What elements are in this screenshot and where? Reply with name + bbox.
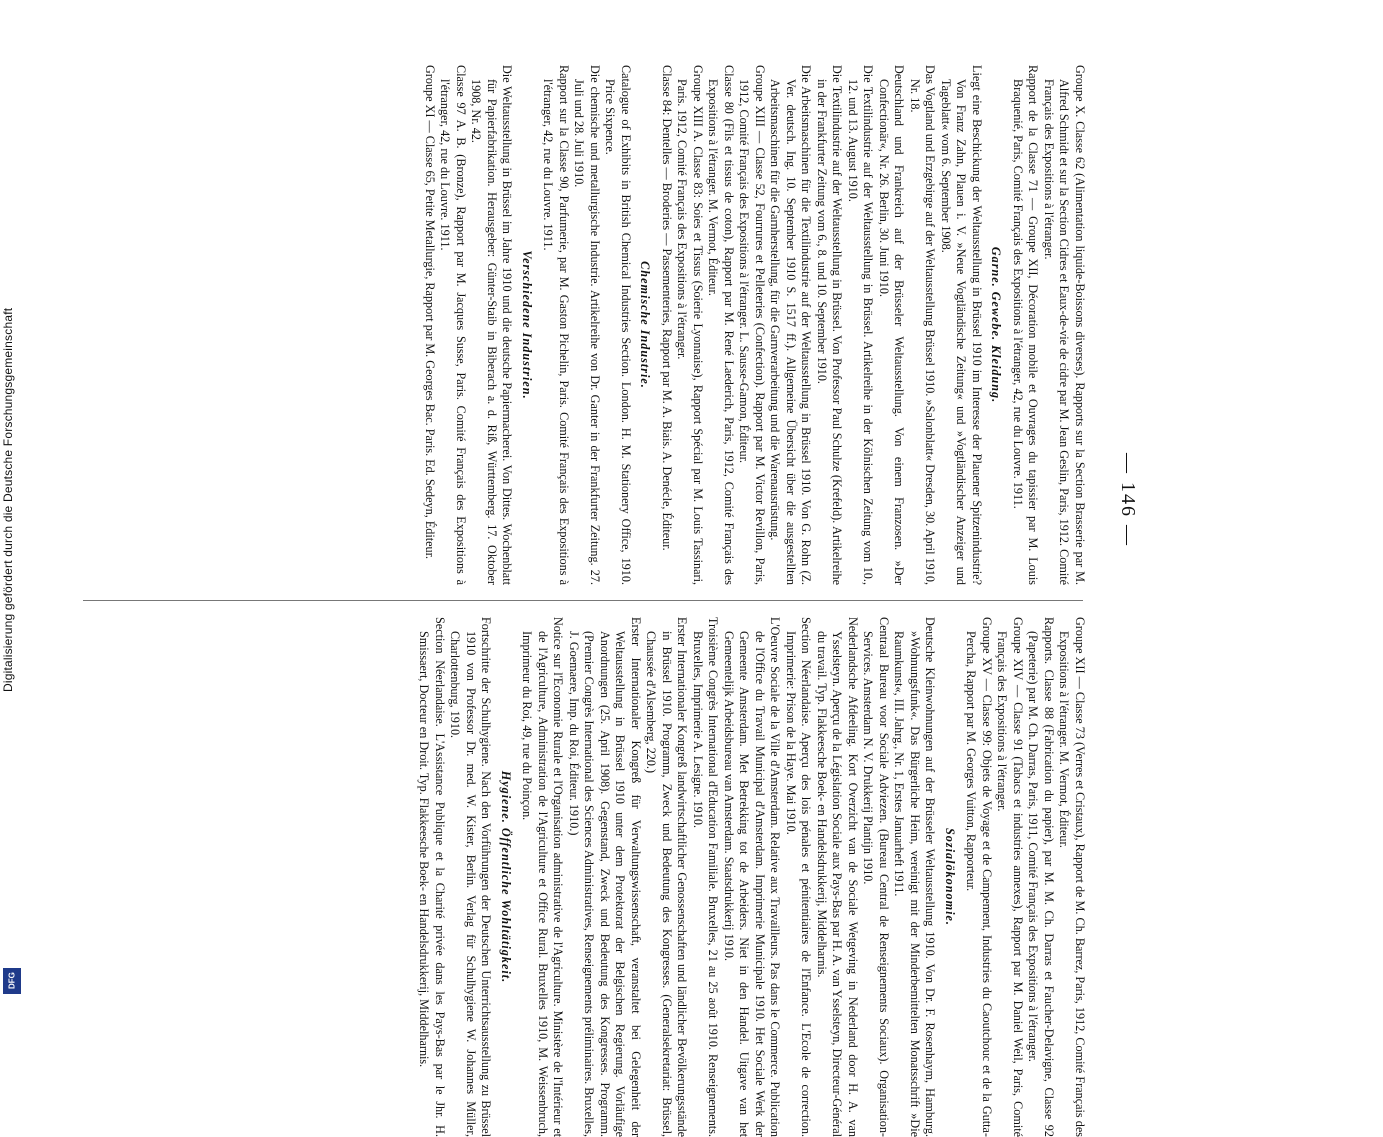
bibliography-entry: Erster Internationaler Kongreß für Verwaltungswissenschaft, veranstaltet bei Gelegenheit der Weltausstellung in Brüssel 1910 unter dem Protektorat der Belgischen Regierung. Vorläufige Anordnungen (25. April 1908). Gegenstand, Zweck und Bedeutung des Kongresses. Programm. (Premier Congrès International des Sciences Administratives, Renseignements préliminaires. Bruxelles, J. Goemaere, Imp. du Roi, Éditeur. 1910.)	[567, 617, 643, 1137]
digitization-credit: Digitalisierung gefördert durch die Deutsche Forschungsgemeinschaft	[1, 307, 15, 693]
section-heading: Chemische Industrie.	[638, 261, 653, 389]
column-divider	[83, 600, 1083, 601]
bibliography-entry: Classe 80 (Fils et tissus de coton), Rapport par M. René Laederich, Paris, 1912, Comité Français des Expositions à l'étranger. M. Vermot, Éditeur.	[706, 65, 736, 585]
section-heading: Garne. Gewebe. Kleidung.	[989, 246, 1004, 404]
bibliography-entry: Die Textilindustrie auf der Weltausstellung in Brüssel. Artikelreihe in der Kölnischen Zeitung vom 10., 12. und 13. August 1910.	[846, 65, 876, 585]
bibliography-entry: Groupe XIII A. Classe 83: Soies et Tissus (Soierie Lyonnaise), Rapport Spécial par M. Louis Tassinari, Paris. 1912, Comité Français des Expositions à l'étranger.	[675, 65, 705, 585]
bibliography-entry: Die Arbeitsmaschinen für die Textilindustrie auf der Weltausstellung in Brüssel 1910. Von G. Rohn (Z. Ver. deutsch. Ing. 10. September 1910 S. 1517 ff.). Allgemeine Übersicht über die ausgestellten Arbeitsmaschinen für die Garnherstellung, für die Garnverarbeitung und die Warenausrüstung.	[768, 65, 814, 585]
bibliography-entry: Centraal Bureau voor Sociale Adviezen. (Bureau Central de Renseignements Sociaux). Organisation-Services. Amsterdam N. V. Drukkerij Plantijn 1910.	[861, 617, 891, 1137]
bibliography-entry: Deutsche Kleinwohnungen auf der Brüsseler Weltausstellung 1910. Von Dr. F. Rosenhaym, Hamburg. »Wohnungsfunk«. Das Bürgerliche Heim, vereinigt mit der Minderbemittelten Monatsschrift »Die Raumkunst«, III. Jahrg., Nr. 1, Erstes Januarheft 1911.	[892, 617, 938, 1137]
page-number: — 146 —	[1117, 453, 1139, 547]
bibliography-entry: Das Vogtland und Erzgebirge auf der Weltausstellung Brüssel 1910. »Salonblatt« Dresden, 30. April 1910, Nr. 18.	[908, 65, 938, 585]
bibliography-entry: Section Néerlandaise. L'Assistance Publique et la Charité privée dans les Pays-Bas par le Jhr. H. Smissaert, Docteur en Droit. Typ. Flakkeesche Boek- en Handelsdrukkerij, Middelharnis.	[417, 617, 447, 1137]
bibliography-entry: Erster Internationaler Kongreß landwirtschaftlicher Genossenschaften und ländlicher Bevölkerungsstände in Brüssel 1910. Programm, Zweck und Bedeutung des Kongresses. (Generalsekretariat: Brüssel, Chaussée d'Alsemberg, 220.)	[644, 617, 690, 1137]
dfg-logo: DFG	[3, 968, 21, 994]
bibliography-entry: Rapport sur la Classe 90, Parfumerie, par M. Gaston Pichelin, Paris. Comité Français des Expositions à l'étranger, 42, rue du Louvre. 1911.	[541, 65, 571, 585]
section-heading: Sozialökonomie.	[943, 828, 957, 926]
bibliography-entry: Groupe XV — Classe 99: Objets de Voyage et de Campement, Industries du Caoutchouc et de la Gutta-Percha, Rapport par M. Georges Vuitton, Rapporteur.	[964, 617, 994, 1137]
bibliography-entry: Troisième Congrès International d'Education Familiale. Bruxelles, 21 au 25 août 1910. Renseignements. Bruxelles, Imprimerie A. Lesigne. 1910.	[691, 617, 721, 1137]
bibliography-entry: Catalogue of Exhibits in British Chemical Industries Section. London. H. M. Stationery Office, 1910. Price Sixpence.	[603, 65, 633, 585]
section-heading: Verschiedene Industrien.	[520, 250, 534, 400]
bibliography-entry: Die chemische und metallurgische Industrie. Artikelreihe von Dr. Ganter in der Frankfurter Zeitung. 27. Juli und 28. Juli 1910.	[572, 65, 602, 585]
bibliography-entry: Deutschland und Frankreich auf der Brüsseler Weltausstellung. Von einem Franzosen. »Der Confectionär«, Nr. 26. Berlin, 30. Juni 1910.	[877, 65, 907, 585]
bibliography-entry: Notice sur l'Economie Rurale et l'Organisation administrative de l'Agriculture. Ministère de l'Intérieur et de l'Agriculture, Administration de l'Agriculture et Office Rural. Bruxelles 1910, M. Weissenbruch, Imprimeur du Roi, 49, rue du Poinçon.	[520, 617, 566, 1137]
bibliography-entry: Groupe X. Classe 62 (Alimentation liquide-Boissons diverses). Rapports sur la Section Brasserie par M. Alfred Schmidt et sur la Section Cidres et Eaux-de-vie de cidre par M. Jean Geslin, Paris, 1912. Comité Français des Expositions à l'étranger.	[1042, 65, 1087, 585]
bibliography-entry: Fortschritte der Schulhygiene. Nach den Vorführungen der Deutschen Unterrichtsausstellung zu Brüssel 1910 von Professor Dr. med. W. Kister, Berlin. Verlag für Schulhygiene W. Johannes Müller, Charlottenburg, 1910.	[448, 617, 494, 1137]
right-column	[416, 617, 1087, 1137]
bibliography-entry: L'Oeuvre Sociale de la Ville d'Amsterdam. Relative aux Travailleurs. Pas dans le Commerce. Publication de l'Office du Travail Municipal d'Amsterdam. Imprimerie Municipale 1910. Het Sociale Werk der Gemeente Amsterdam. Met Betrekking tot de Arbeiders. Niet in den Handel. Uitgave van het Gemeentelijk Arbeidsbureau van Amsterdam. Staatsdrukkerij 1910.	[722, 617, 783, 1137]
bibliography-entry: Section Néerlandaise. Aperçu des lois pénales et pénitentiaires de l'Enfance. L'Ecole de correction. Imprimerie: Prison de la Haye. Mai 1910.	[784, 617, 814, 1137]
bibliography-entry: Rapports. Classe 88 (Fabrication du papier), par M. M. Ch. Darras et Faucher-Delavigne, Classe 92 (Papeterie) par M. Ch. Darras, Paris, 1911, Comité Français des Expositions à l'étranger.	[1026, 617, 1056, 1137]
bibliography-entry: Classe 84: Dentelles — Broderies — Passementeries, Rapport par M. A. Biais. A. Denécle, Éditeur.	[660, 65, 674, 551]
section-heading: Hygiene. Öffentliche Wohltätigkeit.	[499, 770, 513, 984]
bibliography-entry: Liegt eine Beschickung der Weltausstellung in Brüssel 1910 im Interesse der Plauener Spitzenindustrie? Von Franz Zahn, Plauen i. V. »Neue Vogtländische Zeitung« und »Vogtländischer Anzeiger und Tageblatt« vom 6. September 1908.	[939, 65, 984, 585]
bibliography-entry: Groupe XIII — Classe 52, Fourrures et Pelleteries (Confection). Rapport par M. Victor Revillon, Paris, 1912, Comité Français des Expositions à l'étranger. L. Sausse-Gamon, Éditeur.	[737, 65, 767, 585]
bibliography-entry: Groupe XII — Classe 73 (Verres et Cristaux), Rapport de M. Ch. Barrez, Paris, 1912, Comité Français des Expositions à l'étranger. M. Vermot, Éditeur.	[1057, 617, 1087, 1137]
bibliography-entry: Groupe XI — Classe 65, Petite Metallurgie, Rapport par M. Georges Bac. Paris. Ed. Sedeyn, Éditeur.	[423, 65, 437, 560]
bibliography-entry: Classe 97 A. B. (Bronze), Rapport par M. Jacques Susse, Paris. Comité Français des Expositions à l'étranger, 42, rue du Louvre. 1911.	[438, 65, 468, 585]
bibliography-entry: Die Weltausstellung in Brüssel im Jahre 1910 und die deutsche Papiermacherei. Von Dittes. Wochenblatt für Papierfabrikation. Herausgeber: Günter-Staib in Biberach a. d. Riß, Württemberg. 17. Oktober 1908, Nr. 42.	[469, 65, 515, 585]
bibliography-entry: Groupe XIV — Classe 91 (Tabacs et industries annexes), Rapport par M. Daniel Weil, Paris, Comité Français des Expositions à l'étranger.	[995, 617, 1025, 1137]
bibliography-entry: Nederlandsche Afdeeling. Kort Overzicht van de Sociale Wetgeving in Nederland door H. A. van Ysselsteyn. Aperçu de la Législation Sociale aux Pays-Bas par H. A. van Ysselsteyn, Directeur-Général du travail. Typ. Flakkeesche Boek- en Handelsdrukkerij, Middelharnis.	[815, 617, 860, 1137]
bibliography-entry: Rapport de la Classe 71 — Groupe XII, Décoration mobile et Ouvrages du tapissier par M. Louis Braquenié, Paris, Comité Français des Expositions à l'étranger, 42, rue du Louvre. 1911.	[1011, 65, 1041, 585]
left-column	[422, 65, 1088, 585]
document-page	[25, 50, 1145, 1137]
bibliography-entry: Die Textilindustrie auf der Weltausstellung in Brüssel. Von Professor Paul Schulze (Krefeld). Artikelreihe in der Frankfurter Zeitung vom 6., 8. und 10. September 1910.	[815, 65, 845, 585]
